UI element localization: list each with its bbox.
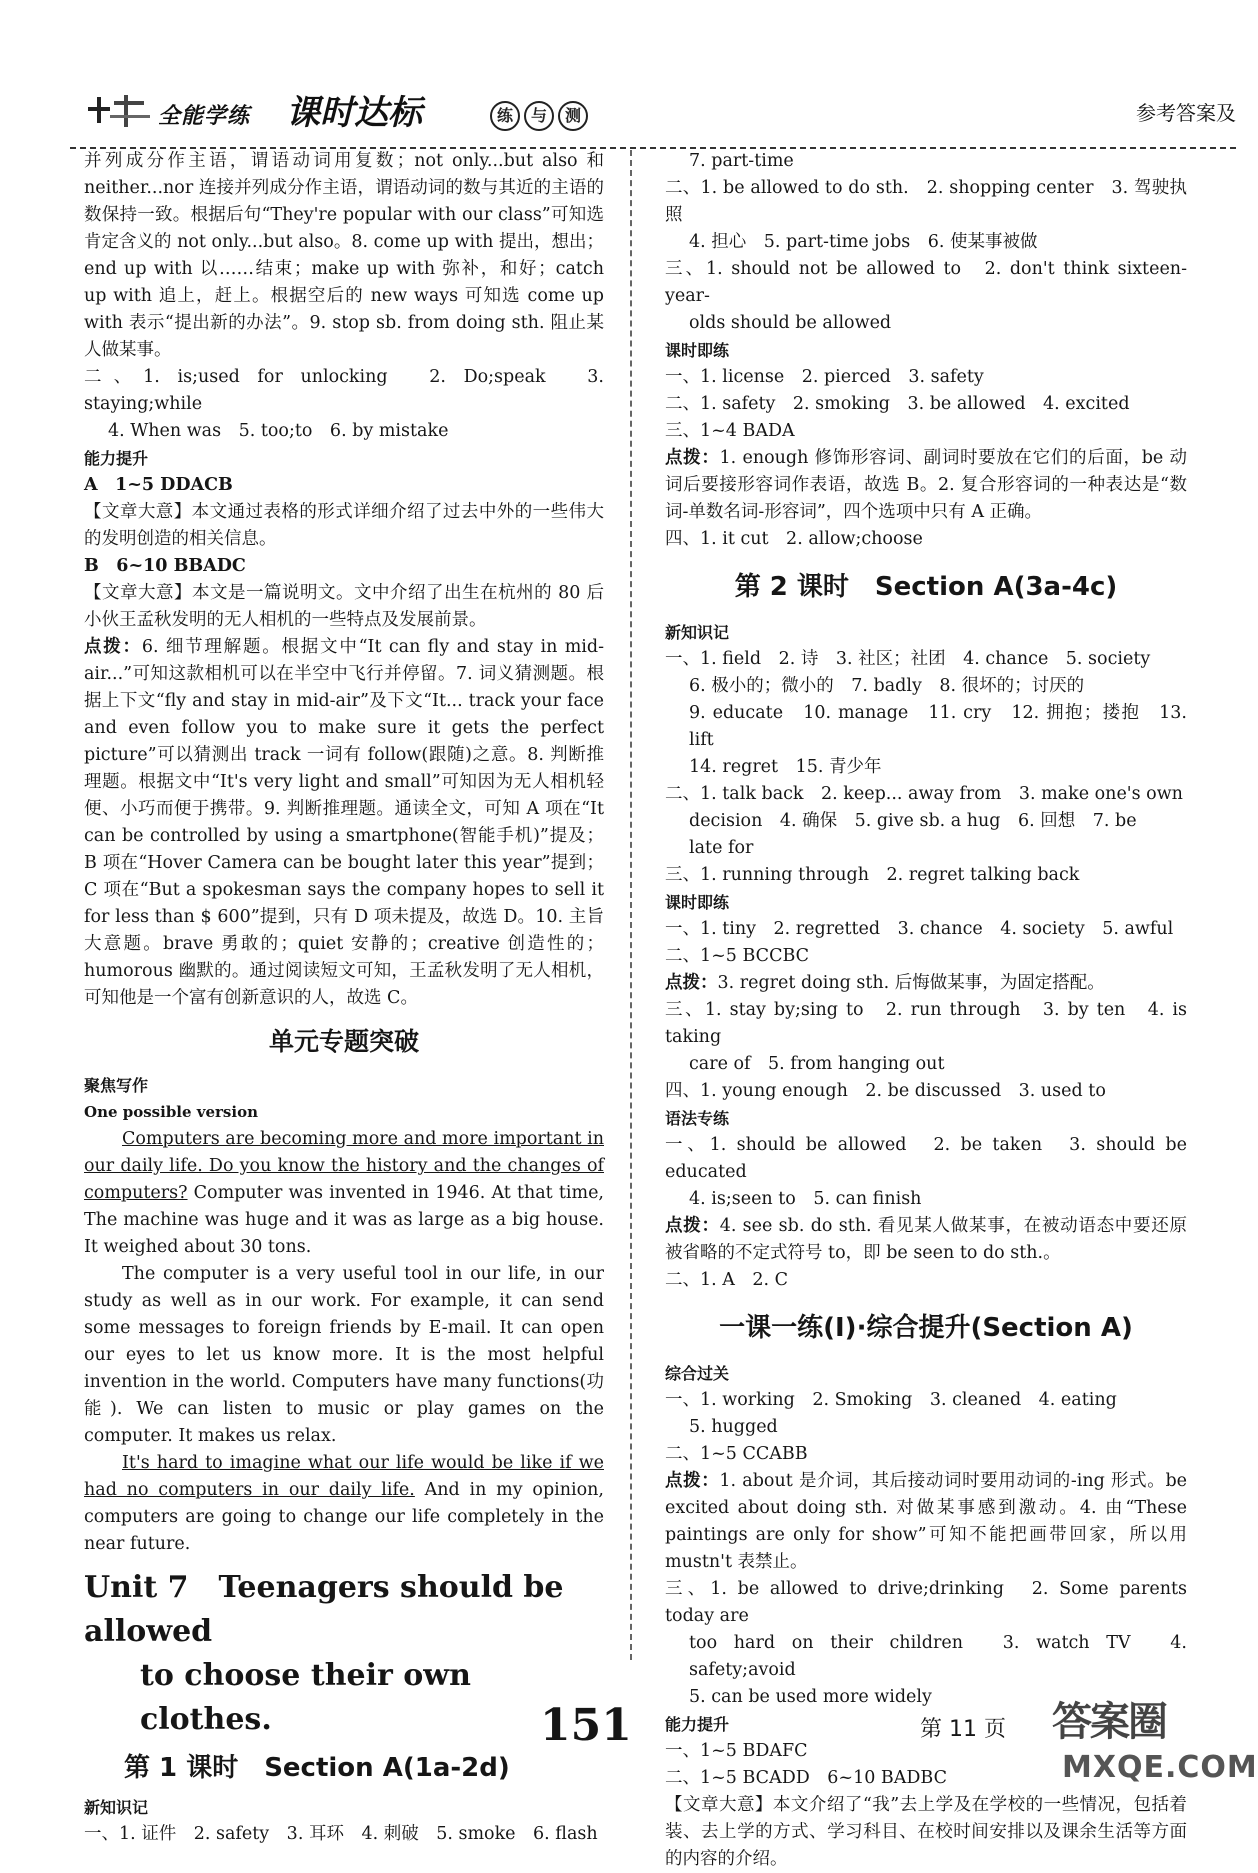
page-number: 151 [540, 1700, 632, 1751]
column-divider [630, 150, 632, 1660]
answer-line: 一、1. field 2. 诗 3. 社区；社团 4. chance 5. society [665, 649, 1151, 669]
answer-line: 二、1. be allowed to do sth. 2. shopping center 3. 驾驶执照 [665, 178, 1187, 225]
essay-text: Computer was invented in 1946. At that time, The machine was huge and it was as large as a big house. It weighed about 30 tons. [84, 1183, 604, 1257]
tip-label: 点拨： [665, 448, 720, 468]
answer-line: 二、1~5 CCABB [665, 1444, 808, 1464]
site-watermark [1052, 1690, 1258, 1790]
edition-char-3: 测 [558, 101, 588, 131]
edition-char-1: 练 [490, 101, 520, 131]
answer-line: 4. is;seen to 5. can finish [689, 1189, 922, 1209]
sheet-number: 第 11 页 [920, 1717, 1006, 1742]
answer-line: 一、1. license 2. pierced 3. safety [665, 367, 984, 387]
section-heading: 课时即练 [665, 341, 730, 360]
section-heading: 语法专练 [665, 1109, 730, 1128]
answer-line: 二、1. is;used for unlocking 2. Do;speak 3. staying;while [84, 367, 604, 414]
unit-title-line-2: to choose their own clothes. [140, 1658, 471, 1737]
answer-line: 7. part-time [689, 151, 794, 171]
answer-line: B 6~10 BBADC [84, 556, 246, 576]
tip-text: 3. regret doing sth. 后悔做某事，为固定搭配。 [717, 973, 1105, 993]
answer-line: care of 5. from hanging out [689, 1054, 945, 1074]
brand-logo-icon [80, 91, 158, 133]
answer-line: 9. educate 10. manage 11. cry 12. 拥抱；搂抱 13. lift [689, 703, 1187, 750]
lesson-title: 第 1 课时 Section A(1a-2d) [124, 1753, 510, 1783]
essay-paragraph [84, 1450, 604, 1558]
series-name: 课时达标 [286, 93, 422, 133]
tip-text: 1. enough 修饰形容词、副词时要放在它们的后面，be 动词后要接形容词作表语，故选 B。2. 复合形容词的一种表达是“数词-单数名词-形容词”，四个选项中只有 A 正确。 [665, 448, 1188, 522]
article-gist: 【文章大意】本文介绍了“我”去上学及在学校的一些情况，包括着装、去上学的方式、学习科目、在校时间安排以及课余生活等方面的内容的介绍。 [665, 1795, 1187, 1869]
tip-paragraph [84, 634, 604, 1012]
answer-line: 三、1~4 BADA [665, 421, 795, 441]
page-header [70, 85, 1236, 145]
unit-title [84, 1566, 604, 1742]
section-heading: 能力提升 [84, 449, 149, 468]
answer-line: A 1~5 DDACB [84, 475, 233, 495]
answer-line: 二、1. safety 2. smoking 3. be allowed 4. excited [665, 394, 1130, 414]
answer-line: 四、1. young enough 2. be discussed 3. used to [665, 1081, 1106, 1101]
answer-line: 二、1~5 BCADD 6~10 BADBC [665, 1768, 947, 1788]
lesson-title: 第 2 课时 Section A(3a-4c) [734, 572, 1118, 602]
answer-line: 二、1~5 BCCBC [665, 946, 810, 966]
answer-line: 5. can be used more widely [689, 1687, 932, 1707]
tip-label: 点拨： [665, 1471, 720, 1491]
tip-paragraph [665, 445, 1187, 526]
section-heading: 能力提升 [665, 1715, 730, 1734]
answer-line: 4. 担心 5. part-time jobs 6. 使某事被做 [689, 232, 1038, 252]
answer-line: 4. When was 5. too;to 6. by mistake [108, 421, 449, 441]
tip-paragraph [665, 1213, 1187, 1267]
essay-underlined: Computers are becoming more and more important in our daily life. Do you know the history and the changes of computers? [84, 1129, 604, 1203]
section-heading: 新知识记 [84, 1798, 149, 1817]
answer-line: late for [689, 838, 754, 858]
essay-paragraph [84, 1126, 604, 1261]
answer-line: 一、1. working 2. Smoking 3. cleaned 4. eating [665, 1390, 1117, 1410]
edition-char-2: 与 [524, 101, 554, 131]
answer-line: 三、1. stay by;sing to 2. run through 3. by ten 4. is taking [665, 1000, 1187, 1047]
article-gist: 【文章大意】本文是一篇说明文。文中介绍了出生在杭州的 80 后小伙王孟秋发明的无人相机的一些特点及发展前景。 [84, 583, 604, 630]
tip-paragraph [665, 1468, 1187, 1576]
watermark-url: MXQE.COM [1062, 1750, 1258, 1785]
answer-line: 一、1. should be allowed 2. be taken 3. should be educated [665, 1135, 1187, 1182]
section-heading: 综合过关 [665, 1364, 730, 1383]
sample-essay [84, 1126, 604, 1558]
section-heading: 课时即练 [665, 893, 730, 912]
tip-text: 6. 细节理解题。根据文中“It can fly and stay in mid-air...”可知这款相机可以在半空中飞行并停留。7. 词义猜测题。根据上下文“fly and stay in mid-air”及下文“It... track your face and even follow you to make sure it gets the perfect picture”可以猜测出 track 一词有 follow(跟随)之意。8. 判断推理题。根据文中“It's very light and small”可知因为无人相机轻便、小巧而便于携带。9. 判断推理题。通读全文，可知 A 项在“It can be controlled by using a smartphone(智能手机)”提及；B 项在“Hover Camera can be bought later this year”提到；C 项在“But a spokesman says the company hopes to sell it for less than $ 600”提到，只有 D 项未提及，故选 D。10. 主旨大意题。brave 勇敢的；quiet 安静的；creative 创造性的；humorous 幽默的。通过阅读短文可知，王孟秋发明了无人相机，可知他是一个富有创新意识的人，故选 C。 [84, 637, 604, 1008]
answer-tag: 参考答案及 [1136, 101, 1236, 125]
section-heading: 聚焦写作 [84, 1076, 149, 1095]
answer-line: 二、1. A 2. C [665, 1270, 789, 1290]
tip-label: 点拨： [84, 637, 142, 657]
unit-title-line-1: Unit 7 Teenagers should be allowed [84, 1570, 564, 1649]
answer-line: 二、1. talk back 2. keep... away from 3. make one's own [665, 784, 1183, 804]
tip-paragraph [665, 970, 1187, 997]
left-column [84, 148, 604, 1848]
tip-label: 点拨： [665, 973, 718, 993]
answer-line: 三、1. be allowed to drive;drinking 2. Some parents today are [665, 1579, 1187, 1626]
answer-line: 四、1. it cut 2. allow;choose [665, 529, 923, 549]
answer-line: 5. hugged [689, 1417, 778, 1437]
unit-topic-title: 单元专题突破 [268, 1027, 419, 1056]
section-heading: 新知识记 [665, 623, 730, 642]
article-gist: 【文章大意】本文通过表格的形式详细介绍了过去中外的一些伟大的发明创造的相关信息。 [84, 502, 604, 549]
review-title: 一课一练(Ⅰ)·综合提升(Section A) [719, 1313, 1133, 1343]
tip-label: 点拨： [665, 1216, 720, 1236]
edition-mark [488, 99, 590, 131]
essay-text: And in my opinion, computers are going to change our life completely in the near future. [84, 1480, 604, 1554]
answer-line: 三、1. running through 2. regret talking back [665, 865, 1080, 885]
answer-paragraph: 并列成分作主语，谓语动词用复数；not only...but also 和 neither...nor 连接并列成分作主语，谓语动词的数与其近的主语的数保持一致。根据后句“They're popular with our class”可知选肯定含义的 not only...but also。8. come up with 提出，想出；end up with 以……结束；make up with 弥补，和好；catch up with 追上，赶上。根据空后的 new ways 可知选 come up with 表示“提出新的办法”。9. stop sb. from doing sth. 阻止某人做某事。 [84, 151, 604, 360]
answer-line: olds should be allowed [689, 313, 892, 333]
tip-text: 1. about 是介词，其后接动词时要用动词的-ing 形式。be excited about doing sth. 对做某事感到激动。4. 由“These paintings are only for show”可知不能把画带回家，所以用 mustn't 表禁止。 [665, 1471, 1187, 1572]
tip-text: 4. see sb. do sth. 看见某人做某事，在被动语态中要还原被省略的不定式符号 to，即 be seen to do sth.。 [665, 1216, 1187, 1263]
essay-underlined: It's hard to imagine what our life would be like if we had no computers in our daily life. [84, 1453, 604, 1500]
right-column [665, 148, 1187, 1873]
answer-line: decision 4. 确保 5. give sb. a hug 6. 回想 7. be [689, 811, 1137, 831]
answer-line: too hard on their children 3. watch TV 4. safety;avoid [689, 1633, 1187, 1680]
answer-line: 一、1~5 BDAFC [665, 1741, 808, 1761]
answer-line: 6. 极小的；微小的 7. badly 8. 很坏的；讨厌的 [689, 676, 1085, 696]
essay-paragraph: The computer is a very useful tool in our life, in our study as well as in our work. For example, it can send some messages to foreign friends by E-mail. It can open our eyes to let us know more. It is the most helpful invention in the world. Computers have many functions(功能). We can listen to music or play games on the computer. It makes us relax. [84, 1264, 604, 1446]
answer-line: 14. regret 15. 青少年 [689, 757, 882, 777]
brand-name: 全能学练 [158, 104, 251, 129]
answer-line: 一、1. tiny 2. regretted 3. chance 4. society 5. awful [665, 919, 1174, 939]
answer-line: 一、1. 证件 2. safety 3. 耳环 4. 刺破 5. smoke 6. flash [84, 1824, 598, 1844]
sample-label: One possible version [84, 1103, 258, 1121]
watermark-logo: 答案圈 [1052, 1699, 1166, 1745]
answer-line: 三、1. should not be allowed to 2. don't think sixteen-year- [665, 259, 1187, 306]
